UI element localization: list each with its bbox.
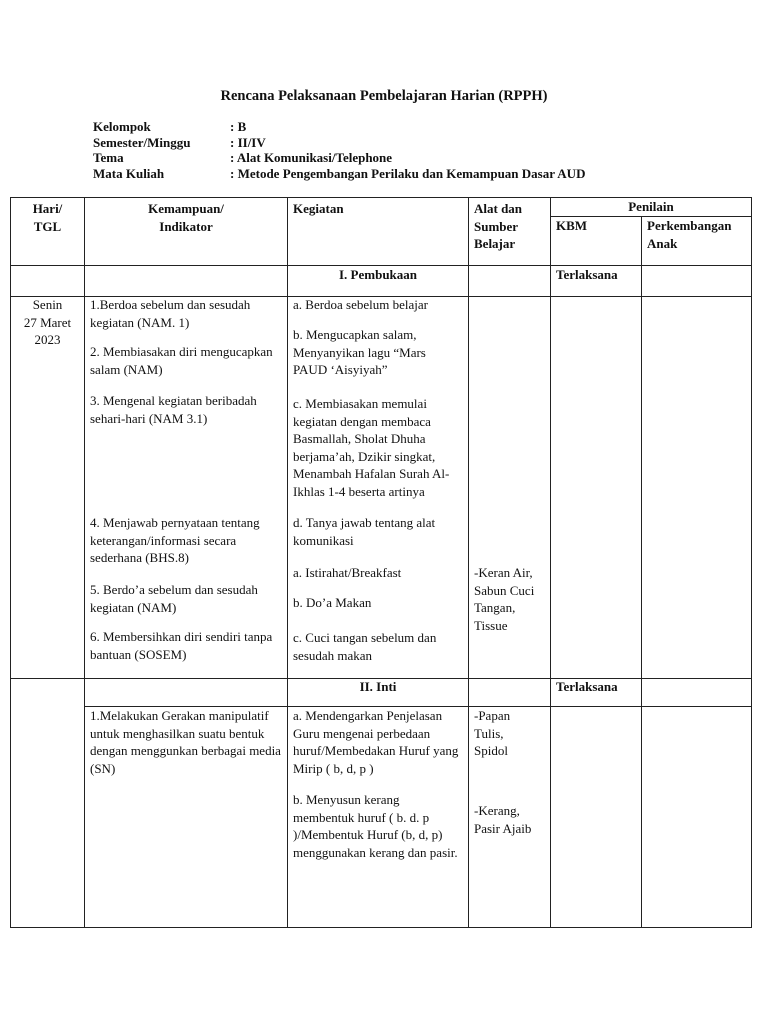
header-alat-line: Alat dan: [474, 201, 523, 216]
kegiatan-item: c. Membiasakan memulai kegiatan dengan membaca Basmallah, Sholat Dhuha berjama’ah, Dzikir singkat, Menambah Hafalan Surah Al-Ikhlas 1-4 beserta artinya: [293, 396, 450, 499]
table-border: [468, 197, 469, 928]
info-label: Tema: [93, 150, 124, 165]
header-hari-line: TGL: [33, 218, 62, 234]
header-alat-line: Belajar: [474, 236, 516, 251]
table-border: [84, 197, 85, 928]
header-alat-line: Sumber: [474, 218, 519, 234]
section-status-inti: Terlaksana: [556, 679, 618, 694]
kegiatan-item: b. Do’a Makan: [293, 595, 372, 610]
info-value: : II/IV: [230, 134, 266, 150]
kemampuan-item: 4. Menjawab pernyataan tentang keterangan/informasi secara sederhana (BHS.8): [90, 515, 260, 565]
table-border: [287, 197, 288, 928]
kemampuan-item: 1.Berdoa sebelum dan sesudah kegiatan (NAM. 1): [90, 297, 251, 330]
info-row-mata-kuliah: [93, 166, 585, 182]
kemampuan-item: 6. Membersihkan diri sendiri tanpa bantuan (SOSEM): [90, 629, 273, 662]
day-line: 2023: [34, 332, 61, 347]
alat-item: -Papan Tulis, Spidol: [474, 708, 511, 758]
document-title: Rencana Pelaksanaan Pembelajaran Harian (RPPH): [220, 88, 548, 104]
header-perkembangan-line: Perkembangan: [647, 218, 732, 233]
kegiatan-item: b. Mengucapkan salam, Menyanyikan lagu “Mars PAUD ‘Aisyiyah”: [293, 327, 426, 377]
table-border: [10, 927, 752, 928]
header-hari: [11, 200, 84, 235]
info-value: : Alat Komunikasi/Telephone: [230, 150, 393, 165]
section-status-pembukaan: Terlaksana: [556, 267, 618, 282]
kemampuan-item: 3. Mengenal kegiatan beribadah sehari-hari (NAM 3.1): [90, 393, 257, 426]
header-kemampuan: [85, 200, 287, 235]
info-label: Mata Kuliah: [93, 165, 165, 181]
header-hari-line: Hari/: [32, 201, 63, 216]
alat-item: -Kerang, Pasir Ajaib: [474, 803, 532, 836]
kemampuan-item: 2. Membiasakan diri mengucapkan salam (NAM): [90, 344, 273, 377]
alat-item: -Keran Air, Sabun Cuci Tangan, Tissue: [474, 565, 535, 633]
day-line: 27 Maret: [23, 314, 72, 330]
info-label: Semester/Minggu: [93, 134, 191, 150]
kemampuan-item: 5. Berdo’a sebelum dan sesudah kegiatan (NAM): [90, 582, 258, 615]
header-perkembangan: [647, 217, 751, 252]
header-kemampuan-line: Indikator: [159, 218, 213, 234]
kegiatan-item: b. Menyusun kerang membentuk huruf ( b. d. p )/Membentuk Huruf (b, d, p) menggunakan kerang dan pasir.: [293, 792, 458, 860]
kegiatan-item: a. Berdoa sebelum belajar: [293, 297, 428, 312]
table-border: [751, 197, 752, 928]
kegiatan-item: d. Tanya jawab tentang alat komunikasi: [293, 515, 436, 548]
header-penilain: Penilain: [628, 199, 674, 214]
info-row-semester: [93, 135, 585, 151]
table-border: [641, 216, 642, 928]
info-value: : Metode Pengembangan Perilaku dan Kemampuan Dasar AUD: [230, 165, 586, 181]
document-info: [93, 119, 585, 181]
table-border: [550, 197, 551, 928]
info-value: : B: [230, 119, 247, 134]
kegiatan-item: c. Cuci tangan sebelum dan sesudah makan: [293, 630, 437, 663]
section-title-pembukaan: I. Pembukaan: [338, 267, 418, 282]
header-kemampuan-line: Kemampuan/: [148, 201, 224, 216]
kegiatan-item: a. Istirahat/Breakfast: [293, 565, 402, 580]
info-label: Kelompok: [93, 119, 151, 134]
info-row-tema: [93, 150, 585, 166]
day-line: Senin: [32, 297, 63, 312]
header-alat: [474, 200, 550, 253]
header-kbm: KBM: [556, 218, 588, 233]
header-perkembangan-line: Anak: [647, 235, 678, 251]
kemampuan-item: 1.Melakukan Gerakan manipulatif untuk menghasilkan suatu bentuk dengan menggunkan berbagai media (SN): [90, 708, 281, 776]
section-title-inti: II. Inti: [359, 679, 397, 694]
kegiatan-item: a. Mendengarkan Penjelasan Guru mengenai perbedaan huruf/Membedakan Huruf yang Mirip ( b, d, p ): [293, 708, 459, 776]
header-kegiatan: Kegiatan: [293, 201, 344, 216]
info-row-kelompok: [93, 119, 585, 135]
day-date: [11, 296, 84, 349]
